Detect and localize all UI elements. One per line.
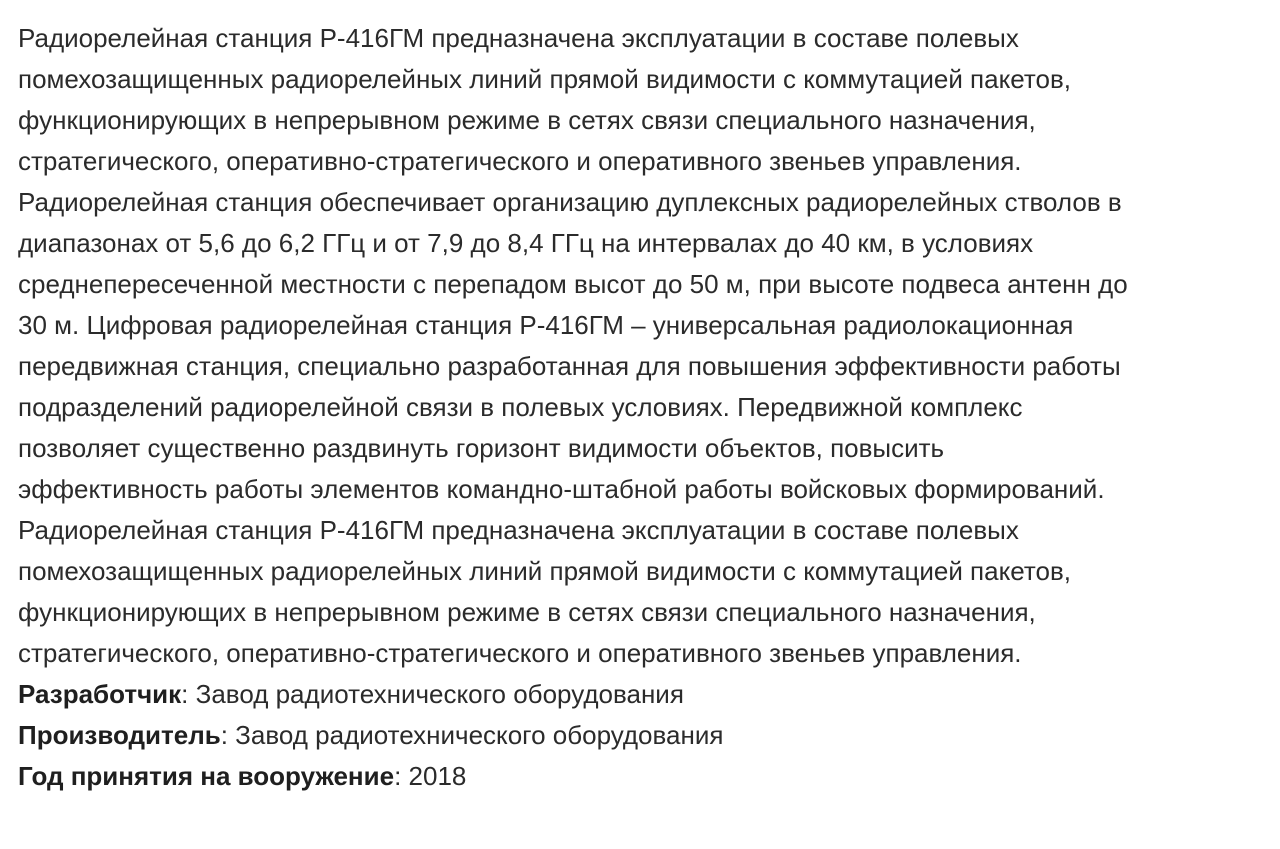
paragraph-line: Радиорелейная станция обеспечивает организацию дуплексных радиорелейных стволов в: [18, 187, 1122, 217]
paragraph-line: эффективность работы элементов командно-штабной работы войсковых формирований.: [18, 474, 1105, 504]
description-paragraph: [18, 18, 1258, 674]
developer-value: Завод радиотехнического оборудования: [188, 679, 684, 709]
paragraph-line: 30 м. Цифровая радиорелейная станция Р-416ГМ – универсальная радиолокационная: [18, 310, 1074, 340]
manufacturer-value: Завод радиотехнического оборудования: [227, 720, 724, 750]
paragraph-line: помехозащищенных радиорелейных линий прямой видимости с коммутацией пакетов,: [18, 64, 1071, 94]
developer-label: Разработчик: [18, 679, 182, 709]
paragraph-line: позволяет существенно раздвинуть горизонт видимости объектов, повысить: [18, 433, 945, 463]
paragraph-line: Радиорелейная станция Р-416ГМ предназначена эксплуатации в составе полевых: [18, 23, 1019, 53]
paragraph-line: подразделений радиорелейной связи в полевых условиях. Передвижной комплекс: [18, 392, 1023, 422]
paragraph-line: передвижная станция, специально разработанная для повышения эффективности работы: [18, 351, 1121, 381]
paragraph-line: функционирующих в непрерывном режиме в сетях связи специального назначения,: [18, 597, 1036, 627]
adoption-year-separator: :: [394, 761, 402, 791]
adoption-year-label: Год принятия на вооружение: [18, 761, 395, 791]
manufacturer-label: Производитель: [18, 720, 221, 750]
paragraph-line: функционирующих в непрерывном режиме в сетях связи специального назначения,: [18, 105, 1036, 135]
paragraph-line: стратегического, оперативно-стратегического и оперативного звеньев управления.: [18, 638, 1022, 668]
paragraph-line: помехозащищенных радиорелейных линий прямой видимости с коммутацией пакетов,: [18, 556, 1071, 586]
paragraph-line: стратегического, оперативно-стратегического и оперативного звеньев управления.: [18, 146, 1022, 176]
adoption-year-value: 2018: [401, 761, 467, 791]
paragraph-line: Радиорелейная станция Р-416ГМ предназначена эксплуатации в составе полевых: [18, 515, 1019, 545]
article-body: [18, 18, 1258, 797]
paragraph-line: диапазонах от 5,6 до 6,2 ГГц и от 7,9 до 8,4 ГГц на интервалах до 40 км, в условиях: [18, 228, 1034, 258]
adoption-year-row: [18, 756, 1258, 797]
paragraph-line: среднепересеченной местности с перепадом высот до 50 м, при высоте подвеса антенн до: [18, 269, 1128, 299]
developer-row: [18, 674, 1258, 715]
manufacturer-separator: :: [220, 720, 228, 750]
manufacturer-row: [18, 715, 1258, 756]
specs-list: [18, 674, 1258, 797]
developer-separator: :: [181, 679, 189, 709]
